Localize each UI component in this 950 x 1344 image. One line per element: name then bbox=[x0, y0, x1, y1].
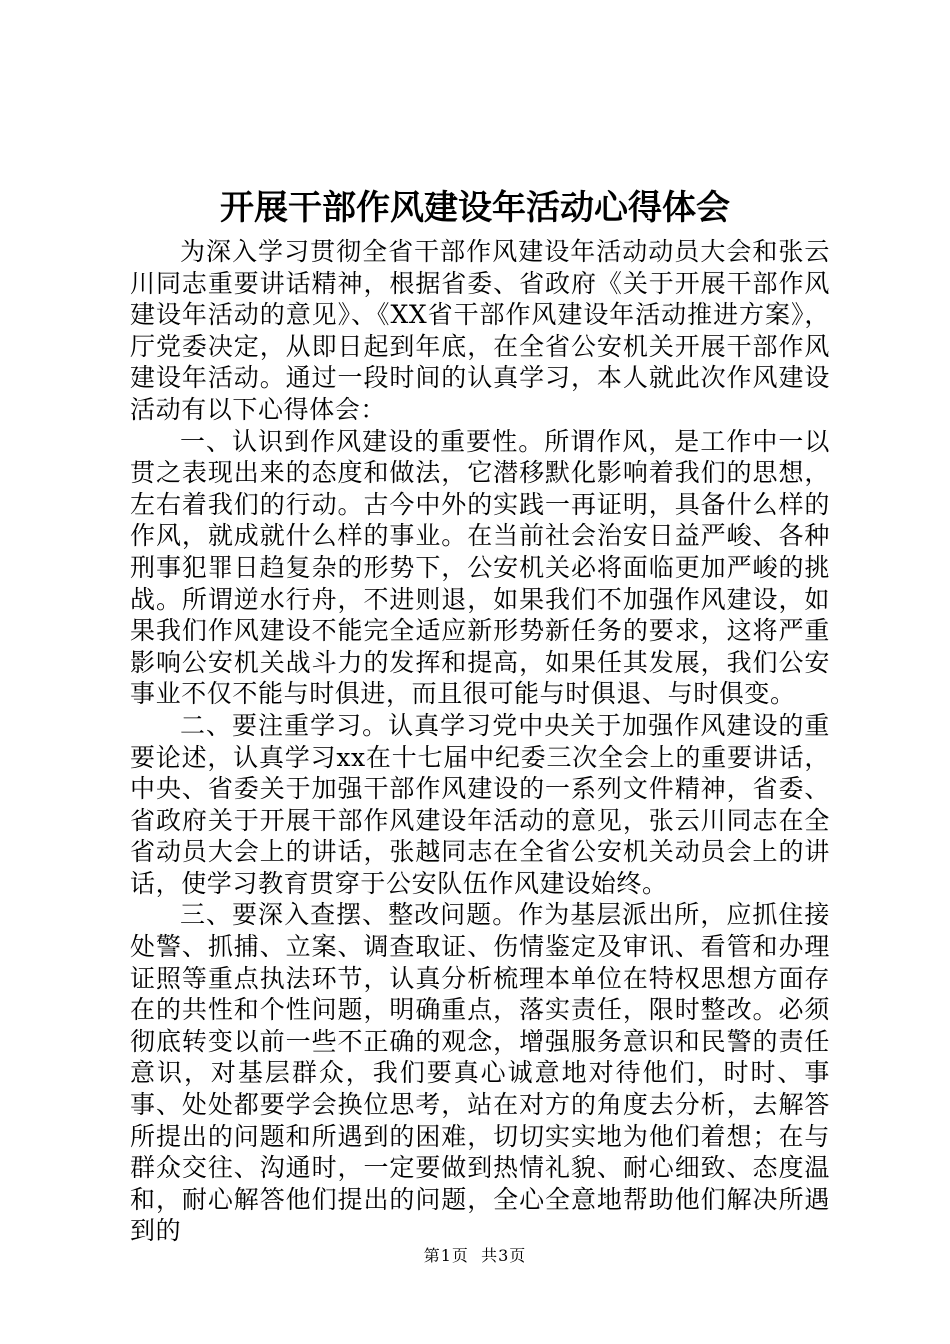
page-footer bbox=[0, 1244, 950, 1268]
page-total: 共3页 bbox=[481, 1246, 527, 1265]
document-title: 开展干部作风建设年活动心得体会 bbox=[220, 188, 730, 228]
paragraph-section-2: 二、要注重学习。认真学习党中央关于加强作风建设的重要论述，认真学习xx在十七届中纪委三次全会上的重要讲话，中央、省委关于加强干部作风建设的一系列文件精神，省委、省政府关于开展干部作风建设年活动的意见，张云川同志在全省动员大会上的讲话，张越同志在全省公安机关动员会上的讲话，使学习教育贯穿于公安队伍作风建设始终。 bbox=[130, 710, 830, 898]
page-number: 第1页 bbox=[423, 1246, 469, 1265]
paragraph-section-1: 一、认识到作风建设的重要性。所谓作风，是工作中一以贯之表现出来的态度和做法，它潜移默化影响着我们的思想，左右着我们的行动。古今中外的实践一再证明，具备什么样的作风，就成就什么样的事业。在当前社会治安日益严峻、各种刑事犯罪日趋复杂的形势下，公安机关必将面临更加严峻的挑战。所谓逆水行舟，不进则退，如果我们不加强作风建设，如果我们作风建设不能完全适应新形势新任务的要求，这将严重影响公安机关战斗力的发挥和提高，如果任其发展，我们公安事业不仅不能与时俱进，而且很可能与时俱退、与时俱变。 bbox=[130, 426, 830, 709]
paragraph-intro: 为深入学习贯彻全省干部作风建设年活动动员大会和张云川同志重要讲话精神，根据省委、省政府《关于开展干部作风建设年活动的意见》、《XX省干部作风建设年活动推进方案》，厅党委决定，从即日起到年底，在全省公安机关开展干部作风建设年活动。通过一段时间的认真学习，本人就此次作风建设活动有以下心得体会： bbox=[130, 237, 830, 424]
footer-separator bbox=[469, 1246, 481, 1265]
document-body bbox=[130, 236, 830, 1247]
paragraph-section-3: 三、要深入查摆、整改问题。作为基层派出所，应抓住接处警、抓捕、立案、调查取证、伤情鉴定及审讯、看管和办理证照等重点执法环节，认真分析梳理本单位在特权思想方面存在的共性和个性问题，明确重点，落实责任，限时整改。必须彻底转变以前一些不正确的观念，增强服务意识和民警的责任意识，对基层群众，我们要真心诚意地对待他们，时时、事事、处处都要学会换位思考，站在对方的角度去分析，去解答所提出的问题和所遇到的困难，切切实实地为他们着想；在与群众交往、沟通时，一定要做到热情礼貌、耐心细致、态度温和，耐心解答他们提出的问题，全心全意地帮助他们解决所遇到的 bbox=[130, 900, 830, 1246]
